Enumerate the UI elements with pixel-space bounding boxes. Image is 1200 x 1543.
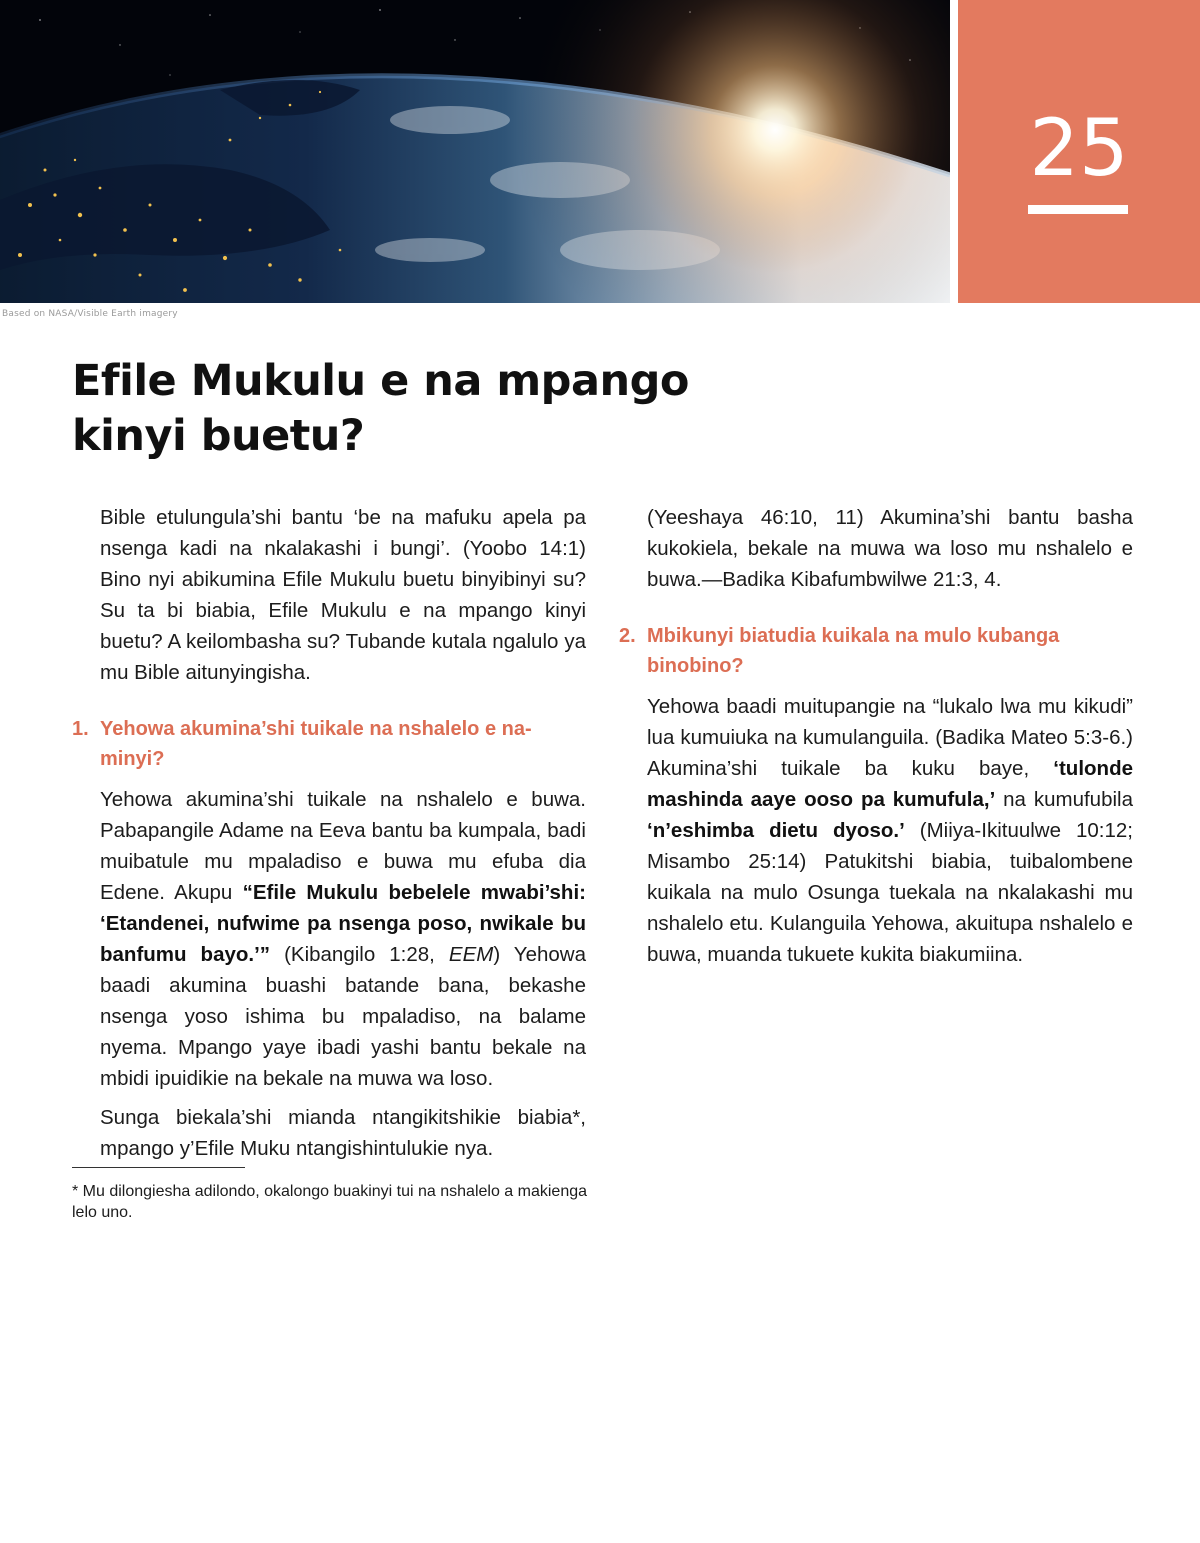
question-1-number: 1. [72, 718, 89, 740]
title-line-1: Efile Mukulu e na mpango [72, 356, 689, 406]
section-1-text-a: Yehowa akumina’shi tuikale na nshalelo e buwa. Pabapangile Adame na Eeva bantu ba kumpala, badi muibatule mu mpaladiso e buwa mu efuba dia Edene. Akupu [100, 788, 586, 904]
version-abbrev: EEM [448, 943, 494, 966]
right-column [619, 502, 1133, 978]
left-column [72, 502, 587, 1164]
section-2-text-c: (Miiya-Ikituulwe 10:12; Misambo 25:14) Patukitshi biabia, tuibalombene kuikala na mulo Osunga tuekala na nkalakashi mu nshalelo etu. Kulanguila Yehowa, akuitupa nshalelo e buwa, muanda tukuete kukita biakumiina. [647, 819, 1133, 966]
lesson-number-panel [958, 0, 1200, 303]
section-2-text-a: Yehowa baadi muitupangie na “lukalo lwa mu kikudi” lua kumuiuka na kumulanguila. (Badika Mateo 5:3-6.) Akumina’shi tuikale ba kuku baye, [647, 695, 1133, 780]
quote-miiya-2: ‘n’eshimba dietu dyoso.’ [647, 819, 905, 842]
quote-miiya-1: ‘tulonde mashinda aaye ooso pa kumufula,’ [647, 757, 1133, 811]
title-line-2: kinyi buetu? [72, 411, 365, 461]
question-1-text: Yehowa akumina’shi tuikale na nshalelo e naminyi? [100, 718, 532, 770]
question-1-heading [72, 714, 586, 774]
question-2-heading [619, 621, 1133, 681]
section-2-paragraph-1 [647, 691, 1133, 970]
section-1-text-c: ) Yehowa baadi akumina buashi batande bana, bekashe nsenga yoso ishima bu mpaladiso, na balame nyema. Mpango yaye ibadi yashi bantu bekale na mbidi ipuidikie na bekale na muwa wa loso. [100, 943, 587, 1090]
page-title [72, 354, 852, 464]
section-1-continued: (Yeeshaya 46:10, 11) Akumina’shi bantu basha kukokiela, bekale na muwa wa loso mu nshalelo e buwa.—Badika Kibafumbwilwe 21:3, 4. [647, 506, 1133, 591]
section-1-text-b: (Kibangilo 1:28, [270, 943, 449, 966]
quote-kibangilo: “Efile Mukulu bebelele mwabi’shi: ‘Etandenei, nufwime pa nsenga poso, nwikale bu banfumu bayo.’” [100, 881, 586, 966]
intro-paragraph: Bible etulungula’shi bantu ‘be na mafuku apela pa nsenga kadi na nkalakashi i bungi’. (Yoobo 14:1) Bino nyi abikumina Efile Mukulu buetu binyibinyi su? Su ta bi biabia, Efile Mukulu e na mpango kinyi buetu? A keilombasha su? Tubande kutala ngalulo ya mu Bible aitunyingisha. [100, 506, 586, 684]
section-2-text-b: na kumufubila [995, 788, 1133, 811]
section-1-paragraph-1 [100, 784, 586, 1094]
lesson-number-underline [1028, 205, 1128, 214]
question-2-number: 2. [619, 625, 636, 647]
lesson-number: 25 [1029, 104, 1129, 194]
footnote-divider [72, 1167, 245, 1168]
question-2-text: Mbikunyi biatudia kuikala na mulo kubanga binobino? [647, 625, 1060, 677]
section-1-paragraph-2: Sunga biekala’shi mianda ntangikitshikie biabia*, mpango y’Efile Muku ntangishintulukie nya. [100, 1106, 586, 1160]
footnote: * Mu dilongiesha adilondo, okalongo buakinyi tui na nshalelo a makienga lelo uno. [72, 1183, 588, 1221]
earth-from-space-photo [0, 0, 950, 303]
image-credit: Based on NASA/Visible Earth imagery [2, 309, 178, 319]
